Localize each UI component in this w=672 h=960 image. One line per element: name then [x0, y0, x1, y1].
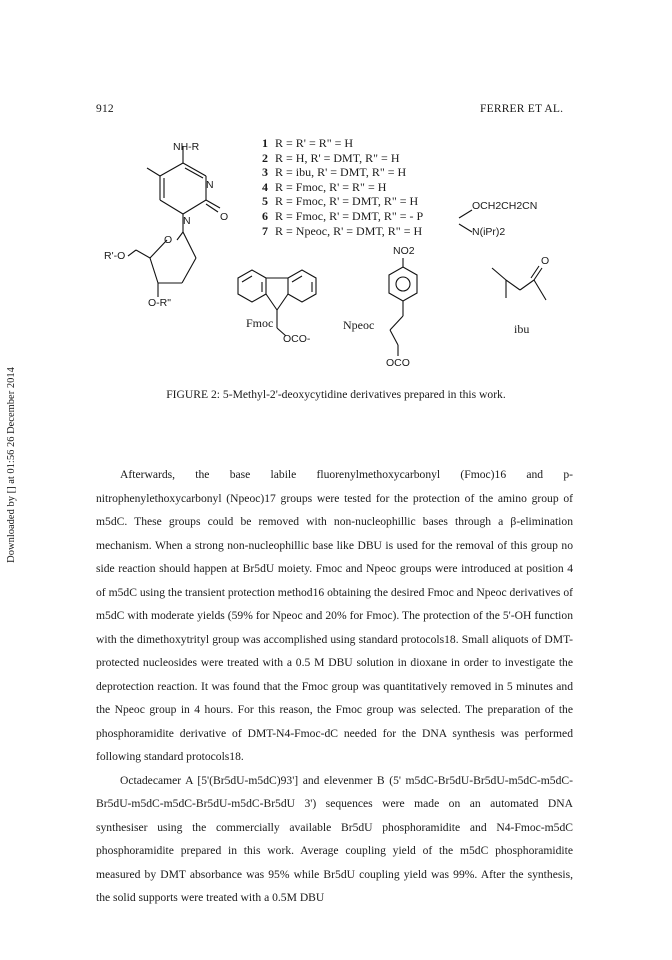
ibu-o-label: O	[541, 255, 550, 267]
compound-list	[262, 136, 423, 238]
compound-row: 3 R = ibu, R' = DMT, R" = H	[262, 165, 407, 180]
body-text	[96, 463, 573, 910]
paragraph: Octadecamer A [5'(Br5dU-m5dC)93'] and elevenmer B (5' m5dC-Br5dU-Br5dU-m5dC-m5dC-Br5dU-m5dC-m5dC-Br5dU-m5dC-Br5dU 3') sequences were made on an automated DNA synthesiser using the commercially available Br5dU phosphoramidite and N4-Fmoc-m5dC phosphoramidite prepared in this work. Average coupling yield of the m5dC phosphoramidite measured by DMT absorbance was 95% while Br5dU coupling yield was 99%. After the synthesis, the solid supports were treated with a 0.5M DBU	[96, 773, 573, 904]
ibu-structure	[492, 266, 546, 300]
fmoc-label: Fmoc	[246, 316, 274, 330]
niPr2-label: N(iPr)2	[472, 226, 506, 238]
o5-label: R'-O	[104, 250, 126, 262]
compound-row: 7 R = Npeoc, R' = DMT, R" = H	[262, 223, 423, 238]
compound-row: 2 R = H, R' = DMT, R" = H	[262, 150, 400, 165]
download-note: Downloaded by [] at 01:56 26 December 2014	[6, 367, 17, 563]
page-number: 912	[96, 103, 114, 115]
npeoc-label: Npeoc	[343, 318, 375, 332]
compound-row: 1 R = R' = R" = H	[262, 136, 354, 150]
npeoc-structure	[389, 258, 417, 356]
compound-row: 4 R = Fmoc, R' = R" = H	[262, 179, 387, 194]
ring-o-label: O	[164, 234, 173, 246]
figure-caption: FIGURE 2: 5-Methyl-2'-deoxycytidine derivatives prepared in this work.	[166, 388, 506, 401]
n3-label: N	[206, 179, 214, 191]
o3-label: O-R"	[148, 297, 171, 309]
deoxyribose-ring	[128, 232, 196, 297]
fmoc-oco-label: OCO-	[283, 333, 311, 345]
compound-row: 5 R = Fmoc, R' = DMT, R" = H	[262, 194, 419, 209]
paragraph: Afterwards, the base labile fluorenylmethoxycarbonyl (Fmoc)16 and p-nitrophenylethoxycarbonyl (Npeoc)17 groups were tested for the protection of the amino group of m5dC. These groups could be removed with non-nucleophillic bases through a β-elimination mechanism. When a strong non-nucleophillic base like DBU is used for the removal of this group no side reaction should happen at Br5dU moiety. Fmoc and Npeoc groups were introduced at position 4 of m5dC using the transient protection method16 obtaining the desired Fmoc and Npeoc derivatives of m5dC with moderate yields (59% for Npeoc and 20% for Fmoc). The protection of the 5'-OH function with the dimethoxytrityl group was accomplished using standard protocols18. Small aliquots of DMT-protected nucleosides were treated with a 0.5 M DBU solution in dioxane in order to investigate the deprotection reaction. It was found that the Fmoc group was quantitatively removed in 5 minutes and the Npeoc group in 4 hours. For this reason, the Fmoc group was selected. The preparation of the phosphoramidite derivative of DMT-N4-Fmoc-dC needed for the DNA synthesis was performed following standard protocols18.	[96, 468, 573, 763]
npeoc-oco-label: OCO	[386, 357, 410, 369]
och2ch2cn-label: OCH2CH2CN	[472, 200, 538, 212]
running-head: FERRER ET AL.	[480, 103, 564, 115]
ibu-label: ibu	[514, 322, 530, 336]
no2-label: NO2	[393, 245, 415, 257]
carbonyl-o-label: O	[220, 211, 229, 223]
amino-label: NH-R	[173, 141, 200, 153]
phosphorus-branches	[459, 210, 472, 232]
compound-row: 6 R = Fmoc, R' = DMT, R" = - P	[262, 208, 424, 223]
n1-label: N	[183, 215, 191, 227]
